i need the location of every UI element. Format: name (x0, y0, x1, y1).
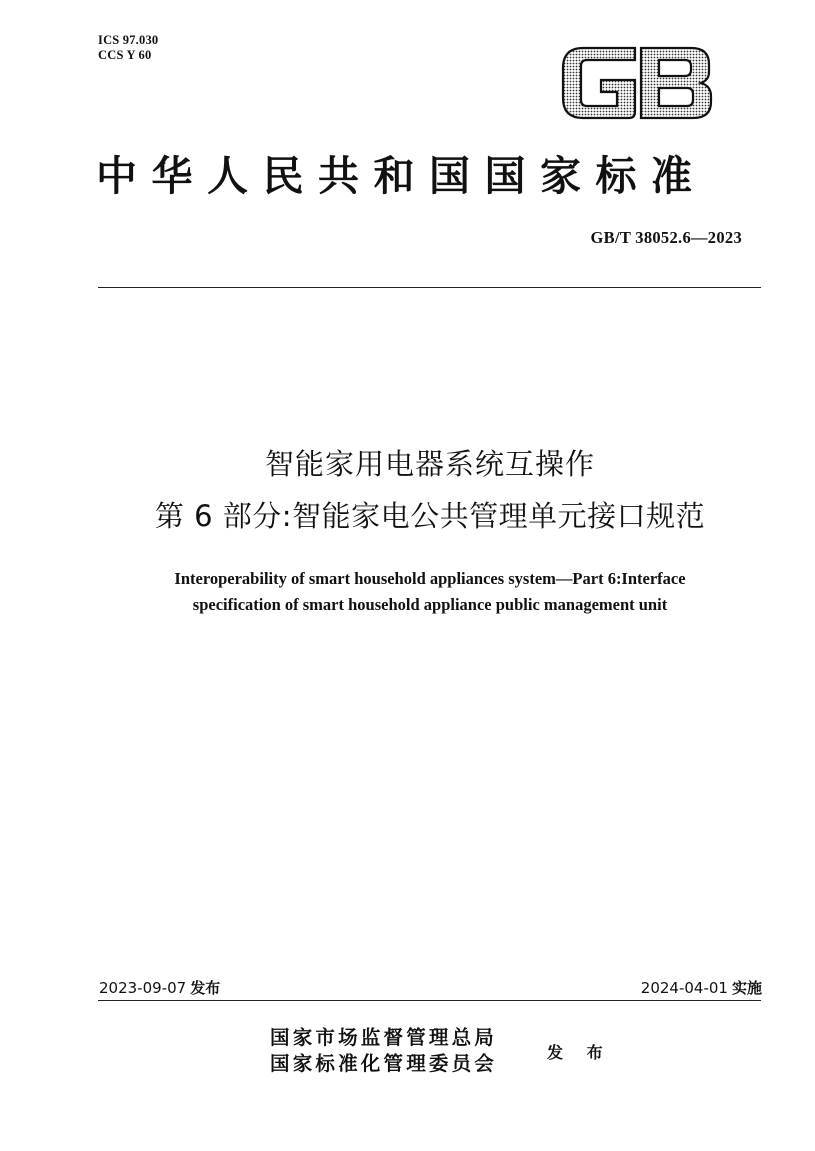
issued-by-label: 发 布 (547, 1043, 612, 1062)
top-divider (98, 287, 761, 288)
ccs-code: CCS Y 60 (98, 48, 152, 62)
issue-date-label: 发布 (190, 979, 221, 997)
standard-number: GB/T 38052.6—2023 (590, 228, 742, 247)
issuer-samr: 国家市场监督管理总局 (270, 1026, 498, 1049)
ics-code: ICS 97.030 (98, 33, 159, 47)
chinese-title-line-2: 第 6 部分:智能家电公共管理单元接口规范 (154, 499, 706, 533)
implementation-date (641, 977, 762, 998)
issue-date (99, 977, 220, 998)
national-standard-title: 中华人民共和国国家标准 (96, 152, 707, 200)
gb-logo (557, 44, 715, 122)
english-title-line-2: specification of smart household appliance public management unit (192, 595, 668, 614)
issue-date-value: 2023-09-07 (99, 979, 187, 997)
bottom-divider (98, 1000, 761, 1001)
classification-codes (98, 33, 158, 63)
implementation-date-value: 2024-04-01 (640, 979, 728, 997)
implementation-date-label: 实施 (731, 979, 762, 997)
chinese-title-line-1: 智能家用电器系统互操作 (264, 447, 595, 481)
english-title-line-1: Interoperability of smart household appliances system—Part 6:Interface (174, 569, 686, 588)
issuer-sac: 国家标准化管理委员会 (270, 1052, 498, 1075)
